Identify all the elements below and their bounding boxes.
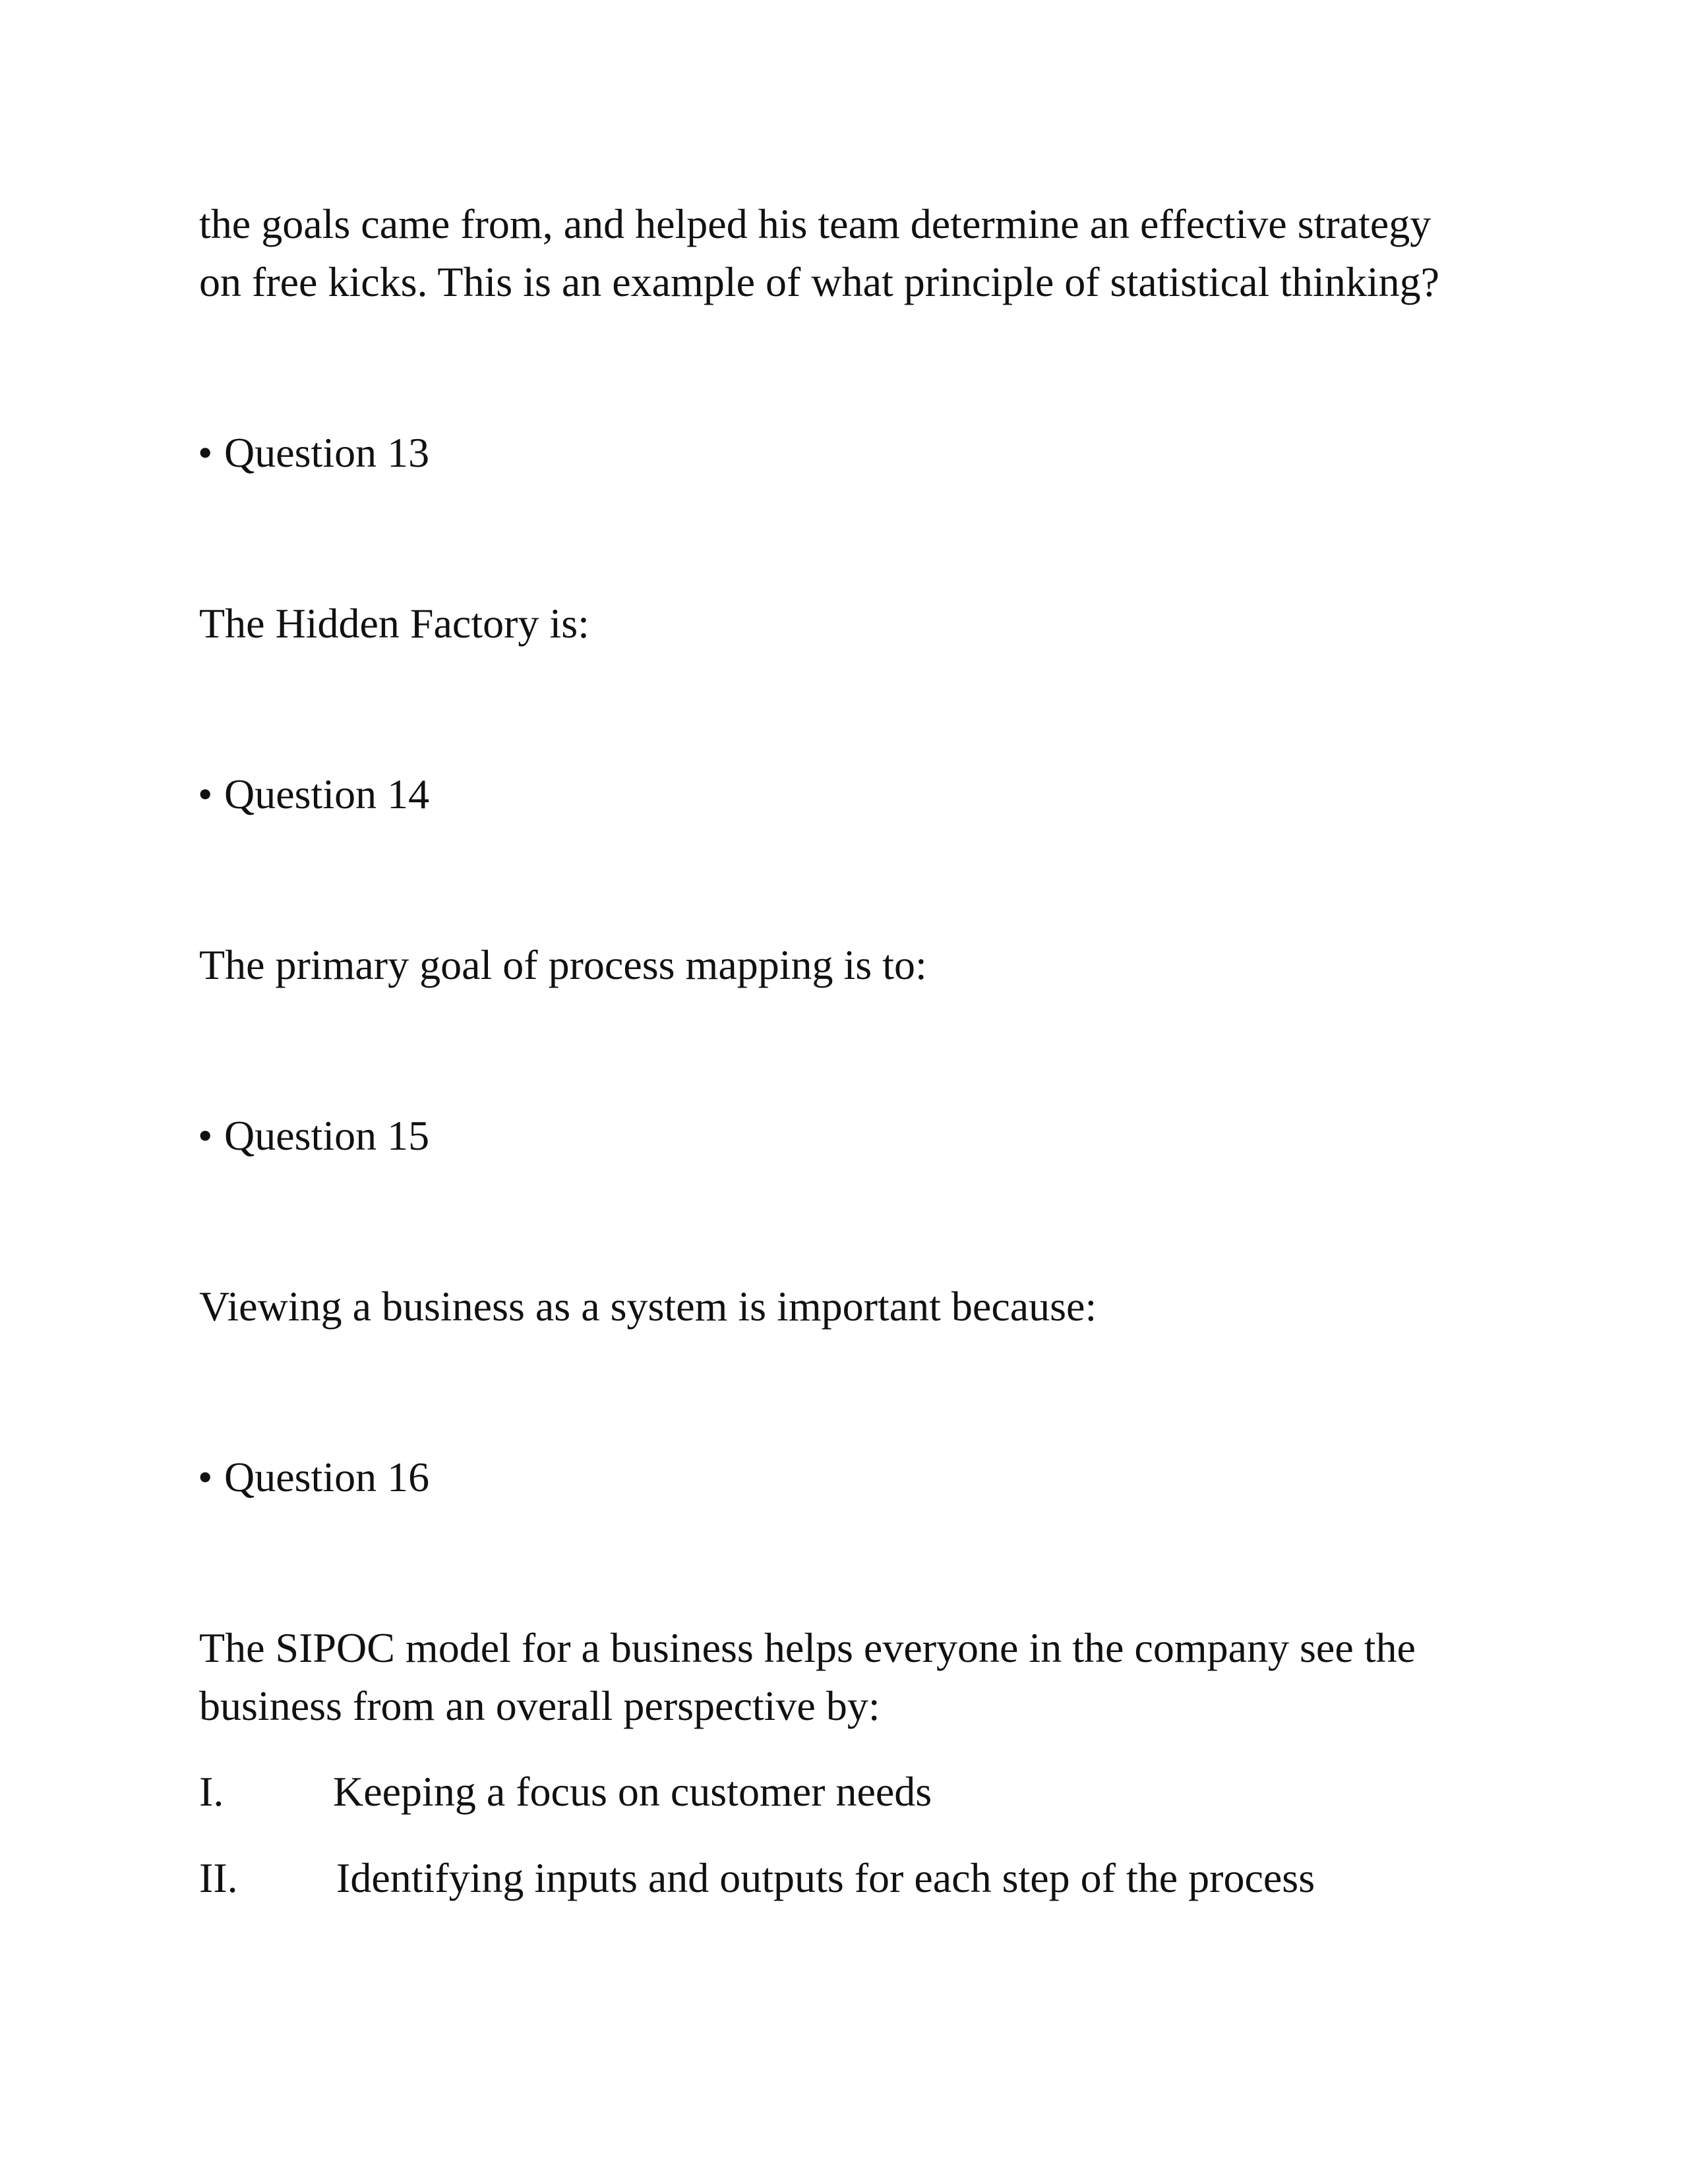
- question-label: Question 16: [224, 1454, 430, 1500]
- option-numeral-2: II.: [199, 1854, 238, 1901]
- bullet-icon: •: [198, 429, 213, 476]
- bullet-icon: •: [198, 771, 213, 817]
- question-15-heading: [198, 1107, 429, 1165]
- question-16-prompt-line-2: business from an overall perspective by:: [199, 1682, 880, 1729]
- intro-line-1: the goals came from, and helped his team determine an effective strategy: [199, 200, 1432, 247]
- question-14-prompt: The primary goal of process mapping is to:: [199, 941, 927, 988]
- option-text-2: Identifying inputs and outputs for each step of the process: [336, 1854, 1315, 1901]
- question-15-prompt: Viewing a business as a system is important because:: [199, 1283, 1097, 1330]
- bullet-icon: •: [198, 1112, 213, 1159]
- question-13-prompt: The Hidden Factory is:: [199, 600, 589, 647]
- question-16-heading: [198, 1448, 429, 1506]
- question-label: Question 15: [224, 1112, 430, 1159]
- question-16-prompt-line-1: The SIPOC model for a business helps everyone in the company see the: [199, 1624, 1416, 1671]
- bullet-icon: •: [198, 1454, 213, 1500]
- intro-line-2: on free kicks. This is an example of what principle of statistical thinking?: [199, 258, 1439, 305]
- option-text-1: Keeping a focus on customer needs: [333, 1768, 932, 1815]
- question-label: Question 14: [224, 771, 430, 817]
- question-14-heading: [198, 765, 429, 823]
- question-label: Question 13: [224, 429, 430, 476]
- option-numeral-1: I.: [199, 1768, 224, 1815]
- question-13-heading: [198, 424, 429, 482]
